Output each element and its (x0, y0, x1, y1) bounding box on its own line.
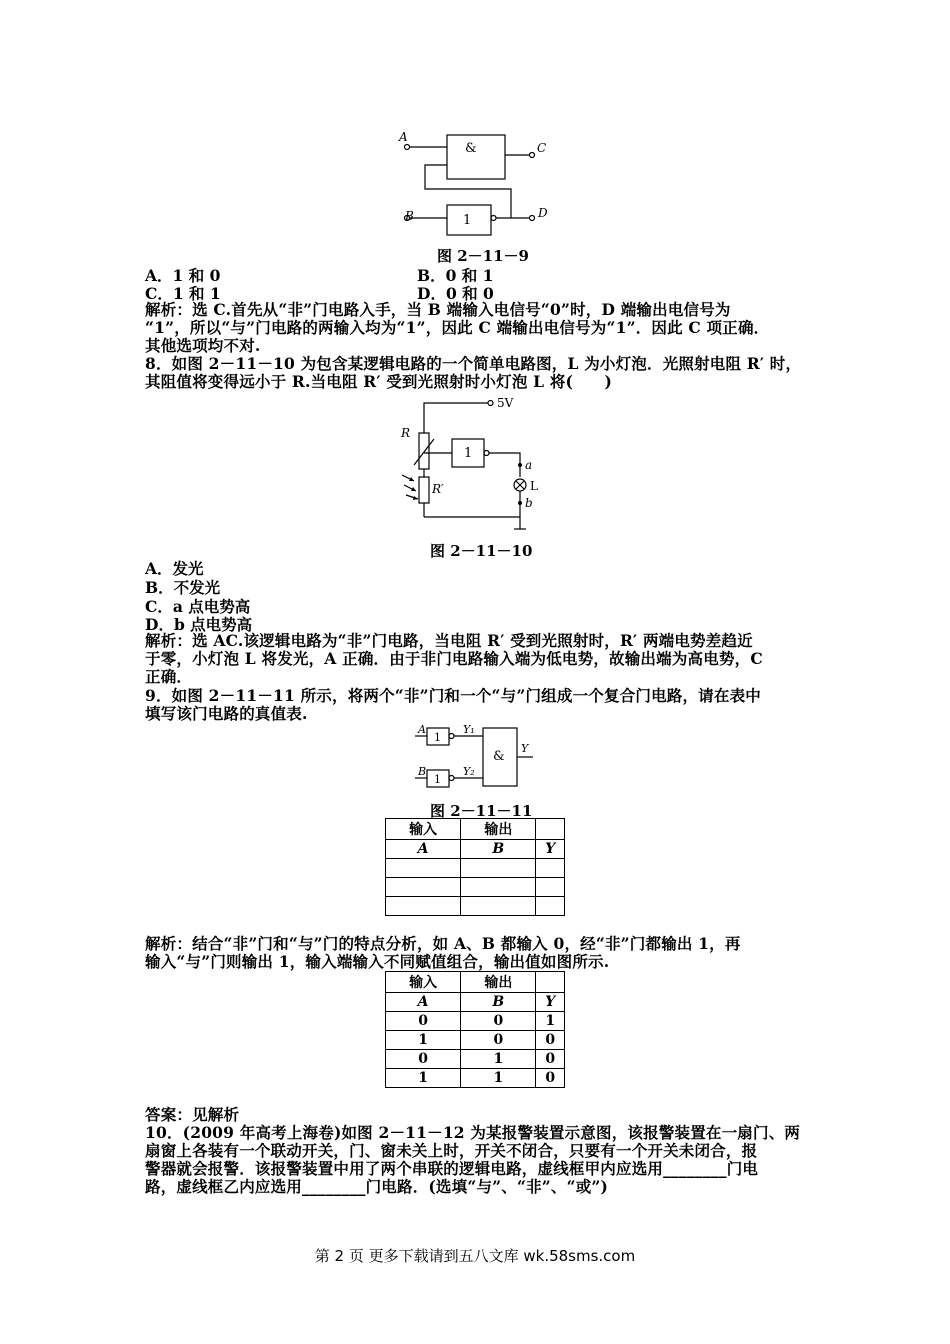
table-cell (386, 878, 461, 897)
fig11-label-y1: Y₁ (463, 723, 475, 736)
fig9-and-gate-symbol: & (465, 141, 477, 156)
table-cell: 1 (386, 1069, 461, 1088)
table-cell (536, 897, 565, 916)
table-cell: 0 (536, 1031, 565, 1050)
fig11-label-y: Y (521, 742, 529, 755)
q9-stem-line-2: 填写该门电路的真值表. (145, 704, 308, 723)
table-row (386, 1012, 565, 1031)
figure-caption-2-11-9: 图 2－11－9 (437, 247, 529, 265)
q8-option-d: D．b 点电势高 (145, 615, 253, 634)
q10-stem-line-3: 警器就会报警．该报警装置中用了两个串联的逻辑电路，虚线框甲内应选用________门电 (145, 1159, 759, 1178)
q8-option-c: C．a 点电势高 (145, 597, 251, 616)
table-row (386, 1031, 565, 1050)
fig10-not-gate-symbol: 1 (464, 446, 473, 461)
figure-caption-2-11-10: 图 2－11－10 (430, 542, 533, 560)
fig9-label-d: D (538, 206, 548, 220)
fig10-label-a: a (525, 458, 533, 472)
table-header-cell (536, 972, 565, 993)
figure-2-11-10 (392, 393, 562, 533)
fig9-not-gate-symbol: 1 (463, 213, 472, 228)
fig11-not-gate-a: 1 (434, 731, 441, 744)
table-header-row (386, 819, 565, 840)
table-cell: 0 (536, 1069, 565, 1088)
q10-stem-line-2: 扇窗上各装有一个联动开关，门、窗未关上时，开关不闭合，只要有一个开关未闭合，报 (145, 1141, 758, 1160)
q10-stem-line-1: 10．(2009 年高考上海卷)如图 2－11－12 为某报警装置示意图，该报警装置在一扇门、两 (145, 1123, 801, 1142)
q8-analysis-line-3: 正确． (145, 667, 193, 686)
q7-option-a: A．1 和 0 (145, 266, 221, 285)
fig9-label-c: C (537, 141, 547, 155)
table-cell (536, 878, 565, 897)
figure-2-11-11 (415, 722, 535, 798)
fig11-not-gate-b: 1 (434, 773, 441, 786)
q7-analysis-line-3: 其他选项均不对. (145, 336, 261, 355)
fig11-and-gate-symbol: & (493, 749, 505, 764)
q9-stem-line-1: 9．如图 2－11－11 所示，将两个“非”门和一个“与”门组成一个复合门电路，请在表中 (145, 686, 761, 705)
table-cell: 1 (536, 1012, 565, 1031)
table-header-cell: 输入 (386, 819, 461, 840)
q9-analysis-line-2: 输入“与”门则输出 1，输入端输入不同赋值组合，输出值如图所示. (145, 952, 610, 971)
table-cell (386, 897, 461, 916)
table-cell: 0 (536, 1050, 565, 1069)
q7-option-b: B．0 和 1 (417, 266, 494, 285)
table-cell: 1 (386, 1031, 461, 1050)
table-header-cell: A (386, 840, 461, 859)
table-header-cell: B (461, 840, 536, 859)
fig10-label-b: b (525, 496, 533, 510)
q8-option-b: B．不发光 (145, 578, 221, 597)
q10-stem-line-4: 路，虚线框乙内应选用________门电路．(选填“与”、“非”、“或”) (145, 1177, 609, 1196)
table-row (386, 878, 565, 897)
table-cell (461, 859, 536, 878)
q8-option-a: A．发光 (145, 559, 204, 578)
fig10-label-r: R (401, 426, 411, 440)
table-header-row (386, 972, 565, 993)
table-header-cell: A (386, 993, 461, 1012)
table-row (386, 1069, 565, 1088)
fig10-label-l: L (530, 479, 538, 493)
table-header-cell: Y (536, 840, 565, 859)
fig11-label-b: B (418, 765, 427, 778)
figure-2-11-9 (395, 125, 555, 243)
fig10-label-5v: 5V (497, 396, 514, 410)
table-cell: 0 (386, 1050, 461, 1069)
table-cell (461, 878, 536, 897)
table-header-row (386, 840, 565, 859)
truth-table-answer (385, 971, 565, 1088)
table-cell: 0 (461, 1012, 536, 1031)
fig11-label-a: A (418, 723, 426, 736)
q8-analysis-line-2: 于零，小灯泡 L 将发光，A 正确．由于非门电路输入端为低电势，故输出端为高电势，C (145, 649, 763, 668)
table-cell: 1 (461, 1050, 536, 1069)
table-cell: 0 (386, 1012, 461, 1031)
q8-stem-line-2: 其阻值将变得远小于 R.当电阻 R′ 受到光照射时小灯泡 L 将( ) (145, 372, 612, 391)
table-row (386, 859, 565, 878)
fig11-label-y2: Y₂ (463, 765, 475, 778)
fig10-label-r-prime: R′ (432, 482, 444, 496)
table-cell (536, 859, 565, 878)
q9-answer: 答案：见解析 (145, 1105, 240, 1124)
table-header-cell: Y (536, 993, 565, 1012)
table-header-row (386, 993, 565, 1012)
q7-analysis-line-1: 解析：选 C.首先从“非”门电路入手，当 B 端输入电信号“0”时，D 端输出电信号为 (145, 300, 731, 319)
table-header-cell (536, 819, 565, 840)
table-cell: 1 (461, 1069, 536, 1088)
table-header-cell: 输出 (461, 972, 536, 993)
table-header-cell: B (461, 993, 536, 1012)
q7-option-c: C．1 和 1 (145, 284, 221, 303)
truth-table-blank (385, 818, 565, 916)
table-header-cell: 输入 (386, 972, 461, 993)
q9-analysis-line-1: 解析：结合“非”门和“与”门的特点分析，如 A、B 都输入 0，经“非”门都输出 1，再 (145, 934, 741, 953)
table-row (386, 897, 565, 916)
table-header-cell: 输出 (461, 819, 536, 840)
table-cell (461, 897, 536, 916)
table-row (386, 1050, 565, 1069)
page-footer: 第 2 页 更多下载请到五八文库 wk.58sms.com (314, 1247, 636, 1265)
q7-option-d: D．0 和 0 (417, 284, 494, 303)
q8-stem-line-1: 8．如图 2－11－10 为包含某逻辑电路的一个简单电路图，L 为小灯泡．光照射电阻 R′ 时， (145, 354, 802, 373)
fig9-label-b: B (405, 209, 414, 223)
table-cell (386, 859, 461, 878)
q8-analysis-line-1: 解析：选 AC.该逻辑电路为“非”门电路，当电阻 R′ 受到光照射时，R′ 两端电势差趋近 (145, 631, 753, 650)
fig9-label-a: A (399, 130, 408, 144)
table-cell: 0 (461, 1031, 536, 1050)
figure-caption-2-11-11: 图 2－11－11 (430, 802, 533, 820)
q7-analysis-line-2: “1”，所以“与”门电路的两输入均为“1”，因此 C 端输出电信号为“1”．因此 C 项正确． (145, 318, 770, 337)
